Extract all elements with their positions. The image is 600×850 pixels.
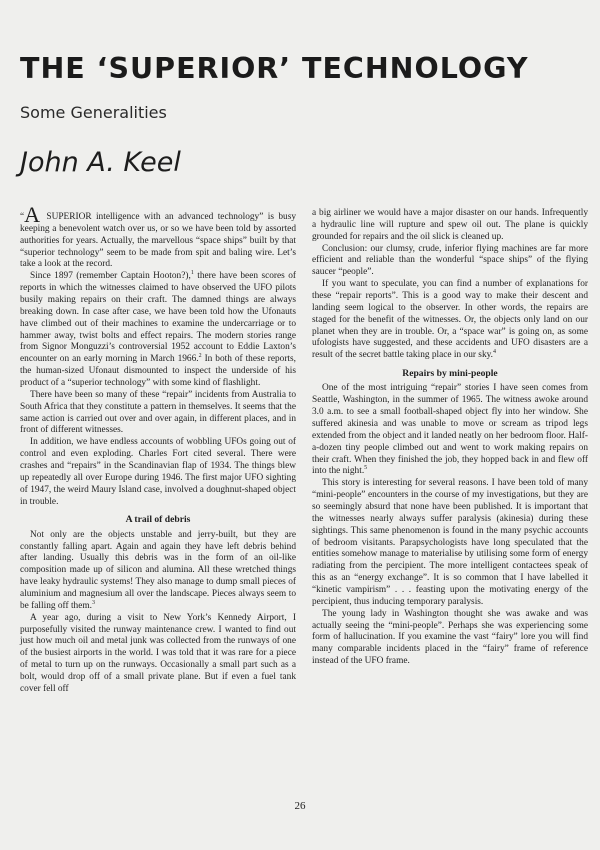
section-heading: Repairs by mini-people xyxy=(402,368,498,380)
paragraph: Not only are the objects unstable and jerry-built, but they are constantly falling apart. Again and again they have left debris behind after landing. Usually this debris was in the form of an oil-like composition made up of silicon and alumina. All these wretched things have leaky hydraulic systems! They also manage to dump small pieces of aluminium and magnesium all over the landscape. Pieces always seem to be falling off them.$^3$ xyxy=(20,529,296,611)
right-column xyxy=(312,208,588,668)
footnote-ref: 1 xyxy=(190,270,194,277)
paragraph: One of the most intriguing “repair” stories I have seen comes from Seattle, Washington, in the summer of 1965. The witness awoke around 3.0 a.m. to see a small football-shaped object fly into her window. She suffered akinesia and was unable to move or scream as tripod legs extended from the object and it landed neatly on her bedroom floor. Half-a-dozen tiny people climbed out and went to work making repairs on their craft. When they finished the job, they hopped back in and flew off into the night.$^5$ xyxy=(312,383,588,477)
footnote-ref: 2 xyxy=(198,353,202,360)
left-column xyxy=(20,202,297,696)
footnote-ref: 4 xyxy=(493,349,497,356)
drop-cap: A xyxy=(24,202,41,227)
paragraph: “A SUPERIOR intelligence with an advanced technology” is busy keeping a benevolent watch over us, or so we have been told by assorted authorities for years. Actually, the marvellous “space ships” built by that “superior technology” seem to be made from spit and baling wire. Let’s take a look at the record. xyxy=(20,202,296,270)
footnote-ref: 5 xyxy=(364,465,368,472)
section-heading: A trail of debris xyxy=(125,514,191,526)
paragraph: There have been so many of these “repair” incidents from Australia to South Africa that they constitute a pattern in themselves. It seems that the same action is carried out over and over again, in different places, and in front of different witnesses. xyxy=(20,389,296,436)
author-byline: John A. Keel xyxy=(20,147,181,178)
paragraph: In addition, we have endless accounts of wobbling UFOs going out of control and even exploding. Charles Fort cited several. There were crashes and “repairs” in the Scandinavian flap of 1934. The things blew up repeatedly all over Europe during 1946. The first major UFO sighting of 1947, the weird Maury Island case, involved a doughnut-shaped object in trouble. xyxy=(20,437,296,507)
paragraph: Since 1897 (remember Captain Hooton?),$^1$ there have been scores of reports in which the witnesses claimed to have observed the UFO pilots busily making repairs on their craft. The damned things are always breaking down. In case after case, we have been told how the Ufonauts have climbed out of their machines to examine the undercarriage or to hammer away, twist bolts and effect repairs. The modern stories range from Signor Monguzzi’s controversial 1952 account to Eddie Laxton’s encounter on an early morning in March 1966.$^2$ In both of these reports, the human-sized Ufonaut dismounted to inspect the underside of his product of a “superior technology” with some kind of flashlight. xyxy=(20,270,297,389)
paragraph: A year ago, during a visit to New York’s Kennedy Airport, I purposefully visited the runway maintenance crew. I wanted to find out just how much oil and metal junk was collected from the runways of one of the busiest airports in the world. I was told that it was rare for a piece of metal to turn up on the runways. Occasionally a small part such as a bolt, would drop off of a small private plane. But if even a fuel tank cover fell off xyxy=(20,612,296,694)
paragraph: This story is interesting for several reasons. I have been told of many “mini-people” encounters in the course of my investigations, but they are so seemingly absurd that none have been published. It is important that the witnesses nearly always suffer paralysis (akinesia) during these sightings. This same phenomenon is found in the many psychic accounts of bedroom visitants. Parapsychologists have long speculated that the entities somehow manage to materialise by utilising some form of energy radiating from the percipient. The more intelligent contactees speak of this as an “energy exchange”. It is so common that I have labelled it “kinetic vampirism” . . . feasting upon the motivating energy of the percipient, thus inducing temporary paralysis. xyxy=(312,478,588,607)
paragraph: The young lady in Washington thought she was awake and was actually seeing the “mini-people”. Perhaps she was experiencing some form of hallucination. If you examine the vast “fairy” lore you will find many comparable incidents placed in the “fairy” frame of reference instead of the UFO frame. xyxy=(312,608,588,667)
article-subtitle: Some Generalities xyxy=(20,103,167,122)
paragraph: If you want to speculate, you can find a number of explanations for these “repair reports”. This is a good way to make their descent and landing seem logical to the observer. In other words, the repairs are staged for the benefit of the witnesses. Or, the objects only land on our planet when they are in trouble. Or, a “space war” is going on, as some ufologists have suggested, and these accidents and UFO disasters are a result of the secret battle taking place in our sky.$^4$ xyxy=(312,279,588,361)
paragraph: Conclusion: our clumsy, crude, inferior flying machines are far more efficient and reliable than the wonderful “space ships” of the flying saucer “people”. xyxy=(312,243,588,278)
paragraph: a big airliner we would have a major disaster on our hands. Infrequently a hydraulic line will rupture and spew oil out. The plane is quickly grounded for repairs and the oil slick is cleaned up. xyxy=(312,208,588,242)
page-number: 26 xyxy=(294,800,306,812)
footnote-ref: 3 xyxy=(91,599,95,606)
article-title: THE ‘SUPERIOR’ TECHNOLOGY xyxy=(20,52,529,85)
